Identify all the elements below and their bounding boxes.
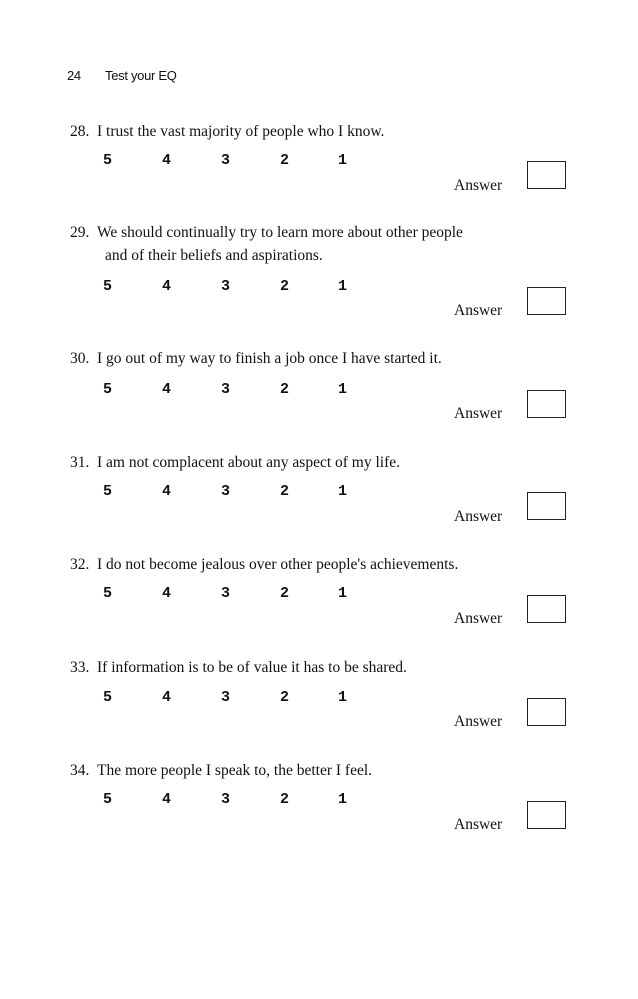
scale-option[interactable]: 3 [221,483,231,500]
page-number: 24 [67,68,81,83]
scale-option[interactable]: 1 [338,483,348,500]
answer-label: Answer [454,177,503,194]
question-number: 34. [70,762,90,779]
scale-option[interactable]: 5 [103,689,113,706]
scale-option[interactable]: 3 [221,381,231,398]
scale-option[interactable]: 3 [221,585,231,602]
answer-box[interactable] [527,161,566,189]
scale-option[interactable]: 2 [280,278,290,295]
answer-label: Answer [454,816,503,833]
scale-option[interactable]: 3 [221,689,231,706]
question-text [70,451,540,474]
question-number: 32. [70,556,90,573]
scale-option[interactable]: 2 [280,791,290,808]
scale-option[interactable]: 1 [338,585,348,602]
answer-box[interactable] [527,698,566,726]
scale-option[interactable]: 2 [280,152,290,169]
scale-option[interactable]: 1 [338,381,348,398]
question-line: I trust the vast majority of people who I know. [97,123,385,140]
scale-option[interactable]: 1 [338,152,348,169]
answer-box[interactable] [527,595,566,623]
scale-option[interactable]: 3 [221,152,231,169]
scale-option[interactable]: 4 [162,381,172,398]
scale-option[interactable]: 4 [162,689,172,706]
question-number: 28. [70,123,90,140]
scale-option[interactable]: 3 [221,278,231,295]
question-line: If information is to be of value it has to be shared. [97,659,407,676]
question-text [70,347,540,370]
question-text [70,221,540,267]
answer-box[interactable] [527,287,566,315]
scale-option[interactable]: 5 [103,152,113,169]
page-header [67,68,177,83]
scale-option[interactable]: 4 [162,483,172,500]
scale-option[interactable]: 2 [280,483,290,500]
question-text [70,120,540,143]
answer-box[interactable] [527,390,566,418]
question-text [70,656,540,679]
scale-option[interactable]: 2 [280,381,290,398]
question-line: I do not become jealous over other people's achievements. [97,556,459,573]
question-number: 30. [70,350,90,367]
scale-option[interactable]: 3 [221,791,231,808]
scale-option[interactable]: 5 [103,381,113,398]
scale-option[interactable]: 1 [338,689,348,706]
question-line: The more people I speak to, the better I feel. [97,762,373,779]
question-line: I am not complacent about any aspect of my life. [97,454,401,471]
scale-option[interactable]: 5 [103,791,113,808]
running-title: Test your EQ [105,68,177,83]
question-line: We should continually try to learn more about other people [97,224,463,241]
scale-option[interactable]: 4 [162,278,172,295]
scale-option[interactable]: 1 [338,278,348,295]
scale-option[interactable]: 5 [103,483,113,500]
scale-option[interactable]: 2 [280,585,290,602]
answer-label: Answer [454,713,503,730]
answer-box[interactable] [527,492,566,520]
scale-option[interactable]: 1 [338,791,348,808]
question-number: 29. [70,224,90,241]
question-line-continued: and of their beliefs and aspirations. [105,247,323,264]
question-text [70,759,540,782]
answer-label: Answer [454,302,503,319]
scale-option[interactable]: 4 [162,585,172,602]
scale-option[interactable]: 4 [162,152,172,169]
scale-option[interactable]: 4 [162,791,172,808]
scale-option[interactable]: 5 [103,278,113,295]
answer-label: Answer [454,405,503,422]
answer-label: Answer [454,508,503,525]
scale-option[interactable]: 2 [280,689,290,706]
answer-box[interactable] [527,801,566,829]
scale-option[interactable]: 5 [103,585,113,602]
question-number: 31. [70,454,90,471]
question-text [70,553,540,576]
question-line: I go out of my way to finish a job once I have started it. [97,350,442,367]
answer-label: Answer [454,610,503,627]
question-number: 33. [70,659,90,676]
